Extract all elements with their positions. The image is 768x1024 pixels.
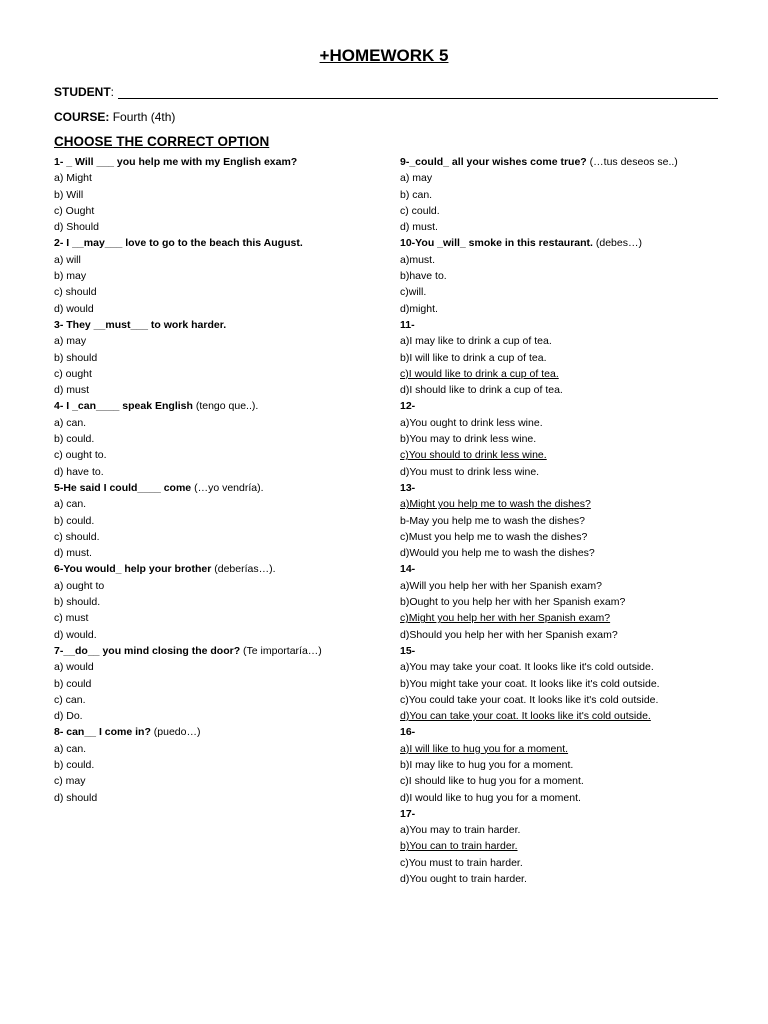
answer-option[interactable]: d)Should you help her with her Spanish exam? (400, 628, 618, 641)
question-text: 17- (400, 807, 416, 820)
answer-option[interactable]: b) should. (54, 596, 101, 609)
answer-option[interactable]: a)You may to train harder. (400, 824, 521, 837)
answer-option[interactable]: c)will. (400, 286, 427, 299)
question (54, 480, 384, 496)
question-text: 8- can__ I come in? (54, 726, 151, 739)
answer-option[interactable]: d) would. (54, 628, 97, 641)
question (400, 154, 730, 170)
question-text: 15- (400, 644, 416, 657)
answer-option[interactable]: c) could. (400, 204, 440, 217)
left-column (54, 154, 384, 806)
answer-option[interactable]: b) Will (54, 188, 84, 201)
question-text: 11- (400, 318, 415, 331)
question (400, 317, 730, 333)
question-text: 16- (400, 726, 416, 739)
answer-option[interactable]: c) should. (54, 530, 100, 543)
answer-option[interactable]: a) may (400, 172, 433, 185)
answer-option[interactable]: d) must. (400, 221, 438, 234)
question (400, 724, 730, 740)
answer-option[interactable]: b) could. (54, 514, 95, 527)
answer-option[interactable]: a)I will like to hug you for a moment. (400, 742, 569, 755)
question-text: 10-You _will_ smoke in this restaurant. (400, 237, 593, 250)
answer-option[interactable]: b) could. (54, 433, 95, 446)
question-note: (deberías…). (211, 563, 276, 576)
section-heading: CHOOSE THE CORRECT OPTION (54, 134, 270, 149)
answer-option[interactable]: a) ought to (54, 579, 105, 592)
answer-option[interactable]: a)Might you help me to wash the dishes? (400, 498, 591, 511)
answer-option[interactable]: b)You might take your coat. It looks like it's cold outside. (400, 677, 660, 690)
answer-option[interactable]: d) should (54, 791, 98, 804)
question (400, 643, 730, 659)
question (54, 317, 384, 333)
answer-option[interactable]: a)I may like to drink a cup of tea. (400, 335, 552, 348)
answer-option[interactable]: a) can. (54, 742, 87, 755)
answer-option[interactable]: a) can. (54, 498, 87, 511)
answer-option[interactable]: d) would (54, 302, 94, 315)
answer-option[interactable]: c) should (54, 286, 97, 299)
question-note: (…tus deseos se..) (586, 156, 678, 168)
answer-option[interactable]: b) could. (54, 758, 95, 771)
question (54, 724, 384, 740)
answer-option[interactable]: b)I will like to drink a cup of tea. (400, 351, 547, 364)
answer-option[interactable]: c)You could take your coat. It looks like it's cold outside. (400, 693, 659, 706)
student-label: STUDENT (54, 85, 111, 99)
answer-option[interactable]: a) can. (54, 416, 87, 429)
answer-option[interactable]: c) may (54, 775, 86, 788)
question (400, 235, 730, 251)
answer-option[interactable]: d)You ought to train harder. (400, 873, 527, 886)
answer-option[interactable]: c) ought (54, 367, 92, 380)
question-note: (debes…) (592, 237, 642, 250)
page-title: +HOMEWORK 5 (319, 46, 449, 65)
answer-option[interactable]: b) may (54, 270, 87, 283)
question-note: (puedo…) (150, 726, 201, 739)
answer-option[interactable]: c) Ought (54, 204, 95, 217)
answer-option[interactable]: b)have to. (400, 270, 447, 283)
answer-option[interactable]: a) may (54, 335, 87, 348)
answer-option[interactable]: a) will (54, 253, 81, 266)
question-text: 13- (400, 481, 416, 494)
question-note: (Te importaría…) (240, 644, 322, 657)
answer-option[interactable]: b-May you help me to wash the dishes? (400, 514, 586, 527)
course-row (54, 110, 175, 124)
question-text: 6-You would_ help your brother (54, 563, 212, 576)
course-label: COURSE: (54, 110, 110, 124)
answer-option[interactable]: d)might. (400, 302, 438, 315)
question-text: 7-__do__ you mind closing the door? (54, 644, 241, 657)
course-value: Fourth (4th) (112, 110, 176, 124)
question (400, 561, 730, 577)
question-text: 14- (400, 563, 416, 576)
question-text: 4- I _can____ speak English (54, 400, 193, 413)
answer-option[interactable]: a)Will you help her with her Spanish exam? (400, 579, 602, 592)
answer-option[interactable]: b)Ought to you help her with her Spanish exam? (400, 596, 626, 609)
right-column (400, 154, 730, 887)
question (54, 561, 384, 577)
answer-option[interactable]: b) can. (400, 188, 433, 201)
question (54, 398, 384, 414)
answer-option[interactable]: b)You can to train harder. (400, 840, 518, 853)
answer-option[interactable]: a) Might (54, 172, 92, 185)
student-row (54, 85, 718, 99)
answer-option[interactable]: d)You can take your coat. It looks like it's cold outside. (400, 710, 651, 723)
question-text: 1- _ Will ___ you help me with my English exam? (54, 156, 298, 168)
question-text: 5-He said I could____ come (54, 481, 192, 494)
answer-option[interactable]: d) must (54, 384, 90, 397)
answer-option[interactable]: b)You may to drink less wine. (400, 433, 537, 446)
answer-option[interactable]: b) should (54, 351, 98, 364)
answer-option[interactable]: c) must (54, 612, 89, 625)
answer-option[interactable]: d)You must to drink less wine. (400, 465, 540, 478)
answer-option[interactable]: c)I would like to drink a cup of tea. (400, 367, 559, 380)
answer-option[interactable]: b) could (54, 677, 92, 690)
answer-option[interactable]: d)Would you help me to wash the dishes? (400, 547, 595, 560)
question-text: 3- They __must___ to work harder. (54, 318, 227, 331)
answer-option[interactable]: c) ought to. (54, 449, 107, 462)
student-colon: : (110, 85, 115, 99)
answer-option[interactable]: a) would (54, 661, 94, 674)
answer-option[interactable]: c)I should like to hug you for a moment. (400, 775, 584, 788)
question-text: 12- (400, 400, 416, 413)
answer-option[interactable]: d) Do. (54, 710, 83, 723)
question (54, 154, 384, 170)
answer-option[interactable]: a)You may take your coat. It looks like it's cold outside. (400, 661, 654, 674)
answer-option[interactable]: c)Might you help her with her Spanish exam? (400, 612, 611, 625)
answer-option[interactable]: c) can. (54, 693, 86, 706)
question (400, 806, 730, 822)
answer-option[interactable]: d)I should like to drink a cup of tea. (400, 384, 563, 397)
question-text: 2- I __may___ love to go to the beach this August. (54, 237, 303, 250)
question (400, 480, 730, 496)
answer-option[interactable]: a)You ought to drink less wine. (400, 416, 543, 429)
answer-option[interactable]: c)You should to drink less wine. (400, 449, 547, 462)
answer-option[interactable]: d) Should (54, 221, 99, 234)
answer-option[interactable]: a)must. (400, 253, 436, 266)
answer-option[interactable]: d)I would like to hug you for a moment. (400, 791, 581, 804)
answer-option[interactable]: d) must. (54, 547, 92, 560)
question (400, 398, 730, 414)
question-note: (…yo vendría). (191, 481, 264, 494)
student-name-line[interactable] (118, 86, 718, 99)
question-text: 9-_could_ all your wishes come true? (400, 156, 587, 168)
question (54, 235, 384, 251)
answer-option[interactable]: b)I may like to hug you for a moment. (400, 758, 574, 771)
question-note: (tengo que..). (192, 400, 259, 413)
question (54, 643, 384, 659)
answer-option[interactable]: c)You must to train harder. (400, 856, 523, 869)
answer-option[interactable]: c)Must you help me to wash the dishes? (400, 530, 588, 543)
answer-option[interactable]: d) have to. (54, 465, 104, 478)
